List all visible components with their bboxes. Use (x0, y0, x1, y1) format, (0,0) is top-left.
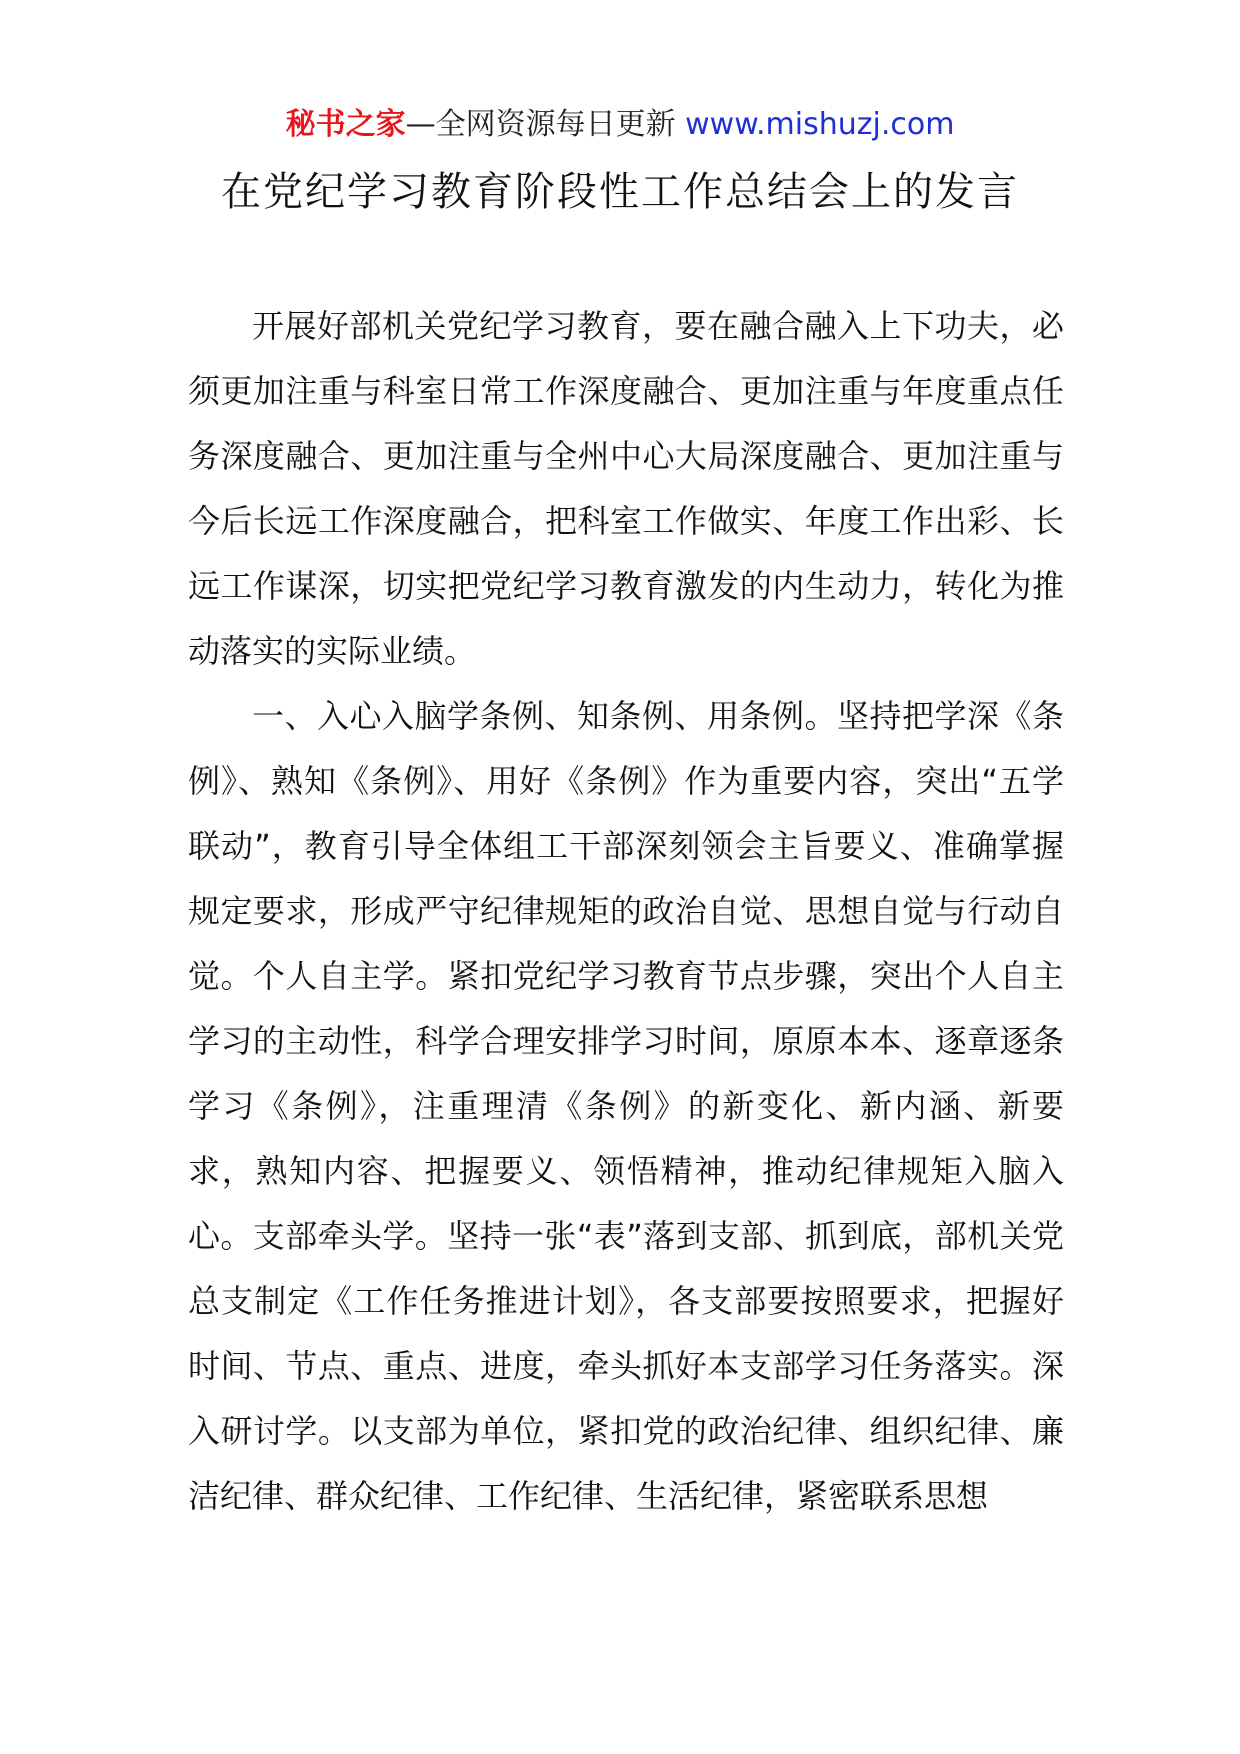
brand-tagline: —全网资源每日更新 (405, 107, 676, 142)
header-banner (0, 100, 1240, 150)
brand-name: 秘书之家 (285, 107, 406, 142)
paragraph-intro: 开展好部机关党纪学习教育，要在融合融入上下功夫，必须更加注重与科室日常工作深度融合、更加注重与年度重点任务深度融合、更加注重与全州中心大局深度融合、更加注重与今后长远工作深度融合，把科室工作做实、年度工作出彩、长远工作谋深，切实把党纪学习教育激发的内生动力，转化为推动落实的实际业绩。 (188, 307, 1064, 670)
document-title: 在党纪学习教育阶段性工作总结会上的发言 (221, 169, 1019, 215)
document-body (188, 294, 1064, 1529)
paragraph-section-one: 一、入心入脑学条例、知条例、用条例。坚持把学深《条例》、熟知《条例》、用好《条例》作为重要内容，突出“五学联动”，教育引导全体组工干部深刻领会主旨要义、准确掌握规定要求，形成严守纪律规矩的政治自觉、思想自觉与行动自觉。个人自主学。紧扣党纪学习教育节点步骤，突出个人自主学习的主动性，科学合理安排学习时间，原原本本、逐章逐条学习《条例》，注重理清《条例》的新变化、新内涵、新要求，熟知内容、把握要义、领悟精神，推动纪律规矩入脑入心。支部牵头学。坚持一张“表”落到支部、抓到底，部机关党总支制定《工作任务推进计划》，各支部要按照要求，把握好时间、节点、重点、进度，牵头抓好本支部学习任务落实。深入研讨学。以支部为单位，紧扣党的政治纪律、组织纪律、廉洁纪律、群众纪律、工作纪律、生活纪律，紧密联系思想 (188, 697, 1064, 1515)
site-link[interactable]: www.mishuzj.com (685, 107, 955, 142)
